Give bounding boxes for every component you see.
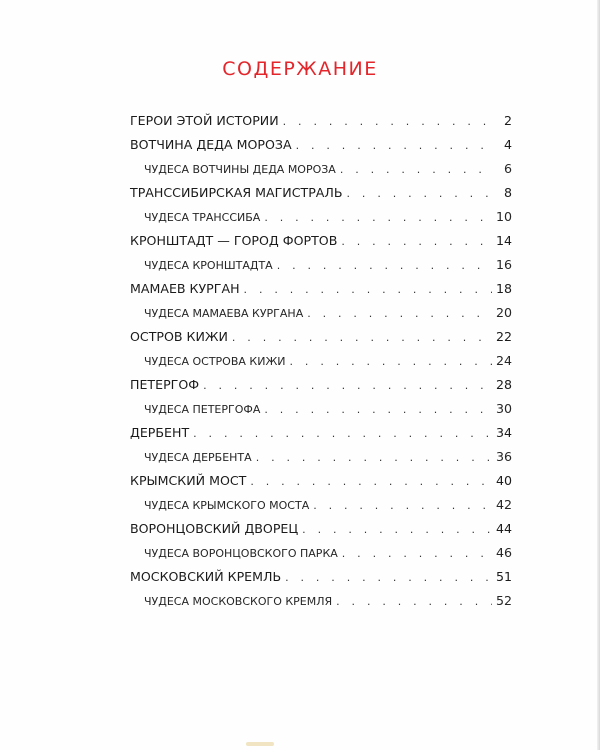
dot-leader <box>347 186 494 201</box>
toc-subentry <box>130 449 512 465</box>
toc-entry-title: ЧУДЕСА ДЕРБЕНТА <box>144 451 252 464</box>
table-of-contents <box>130 113 512 609</box>
toc-chapter-entry <box>130 329 512 345</box>
toc-entry-title: ПЕТЕРГОФ <box>130 377 200 392</box>
toc-chapter-entry <box>130 281 512 297</box>
toc-page-number: 28 <box>495 377 512 392</box>
toc-chapter-entry <box>130 425 512 441</box>
dot-leader <box>340 162 494 177</box>
toc-page-number: 44 <box>495 521 512 536</box>
dot-leader <box>277 258 492 273</box>
toc-entry-title: ЧУДЕСА МОСКОВСКОГО КРЕМЛЯ <box>144 595 333 608</box>
toc-chapter-entry <box>130 521 512 537</box>
toc-chapter-entry <box>130 569 512 585</box>
toc-chapter-entry <box>130 137 512 153</box>
toc-entry-title: ГЕРОИ ЭТОЙ ИСТОРИИ <box>130 113 279 128</box>
dot-leader <box>203 378 492 393</box>
toc-page-number: 10 <box>495 209 512 224</box>
dot-leader <box>256 450 492 465</box>
dot-leader <box>244 282 492 297</box>
toc-page-number: 36 <box>495 449 512 464</box>
toc-entry-title: ДЕРБЕНТ <box>130 425 190 440</box>
toc-entry-title: ЧУДЕСА ВОТЧИНЫ ДЕДА МОРОЗА <box>144 163 336 176</box>
toc-entry-title: ВОТЧИНА ДЕДА МОРОЗА <box>130 137 292 152</box>
toc-page-number: 4 <box>503 137 512 152</box>
toc-page-number: 46 <box>495 545 512 560</box>
dot-leader <box>296 138 494 153</box>
page-title: СОДЕРЖАНИЕ <box>222 58 378 80</box>
dot-leader <box>264 210 492 225</box>
dot-leader <box>264 402 492 417</box>
toc-page-number: 22 <box>495 329 512 344</box>
toc-subentry <box>130 545 512 561</box>
toc-subentry <box>130 305 512 321</box>
toc-chapter-entry <box>130 377 512 393</box>
toc-page-number: 51 <box>495 569 512 584</box>
dot-leader <box>342 546 492 561</box>
dot-leader <box>290 354 492 369</box>
dot-leader <box>307 306 492 321</box>
toc-subentry <box>130 401 512 417</box>
dot-leader <box>232 330 492 345</box>
dot-leader <box>193 426 492 441</box>
toc-entry-title: ЧУДЕСА КРЫМСКОГО МОСТА <box>144 499 310 512</box>
dot-leader <box>285 570 492 585</box>
toc-page-number: 16 <box>495 257 512 272</box>
toc-chapter-entry <box>130 185 512 201</box>
toc-page-number: 42 <box>495 497 512 512</box>
toc-entry-title: ОСТРОВ КИЖИ <box>130 329 228 344</box>
dot-leader <box>302 522 492 537</box>
toc-entry-title: МОСКОВСКИЙ КРЕМЛЬ <box>130 569 282 584</box>
toc-entry-title: ЧУДЕСА ОСТРОВА КИЖИ <box>144 355 286 368</box>
dot-leader <box>283 114 494 129</box>
toc-chapter-entry <box>130 113 512 129</box>
toc-entry-title: КРОНШТАДТ — ГОРОД ФОРТОВ <box>130 233 338 248</box>
toc-subentry <box>130 209 512 225</box>
toc-subentry <box>130 497 512 513</box>
toc-page-number: 34 <box>495 425 512 440</box>
toc-page-number: 2 <box>503 113 512 128</box>
toc-page-number: 18 <box>495 281 512 296</box>
toc-page-number: 20 <box>495 305 512 320</box>
toc-entry-title: КРЫМСКИЙ МОСТ <box>130 473 247 488</box>
toc-entry-title: ВОРОНЦОВСКИЙ ДВОРЕЦ <box>130 521 299 536</box>
toc-page-number: 8 <box>503 185 512 200</box>
toc-entry-title: МАМАЕВ КУРГАН <box>130 281 240 296</box>
toc-page-number: 24 <box>495 353 512 368</box>
toc-entry-title: ЧУДЕСА КРОНШТАДТА <box>144 259 273 272</box>
dot-leader <box>250 474 492 489</box>
toc-page-number: 14 <box>495 233 512 248</box>
toc-page-number: 30 <box>495 401 512 416</box>
toc-page-number: 40 <box>495 473 512 488</box>
page-smudge <box>246 742 274 746</box>
dot-leader <box>336 594 492 609</box>
toc-subentry <box>130 593 512 609</box>
toc-entry-title: ЧУДЕСА ТРАНССИБА <box>144 211 261 224</box>
dot-leader <box>341 234 492 249</box>
toc-chapter-entry <box>130 233 512 249</box>
toc-chapter-entry <box>130 473 512 489</box>
toc-entry-title: ЧУДЕСА ПЕТЕРГОФА <box>144 403 261 416</box>
toc-entry-title: ЧУДЕСА МАМАЕВА КУРГАНА <box>144 307 304 320</box>
toc-page-number: 52 <box>495 593 512 608</box>
toc-entry-title: ЧУДЕСА ВОРОНЦОВСКОГО ПАРКА <box>144 547 338 560</box>
toc-subentry <box>130 257 512 273</box>
dot-leader <box>313 498 492 513</box>
toc-page-number: 6 <box>503 161 512 176</box>
toc-entry-title: ТРАНССИБИРСКАЯ МАГИСТРАЛЬ <box>130 185 343 200</box>
toc-subentry <box>130 353 512 369</box>
toc-subentry <box>130 161 512 177</box>
